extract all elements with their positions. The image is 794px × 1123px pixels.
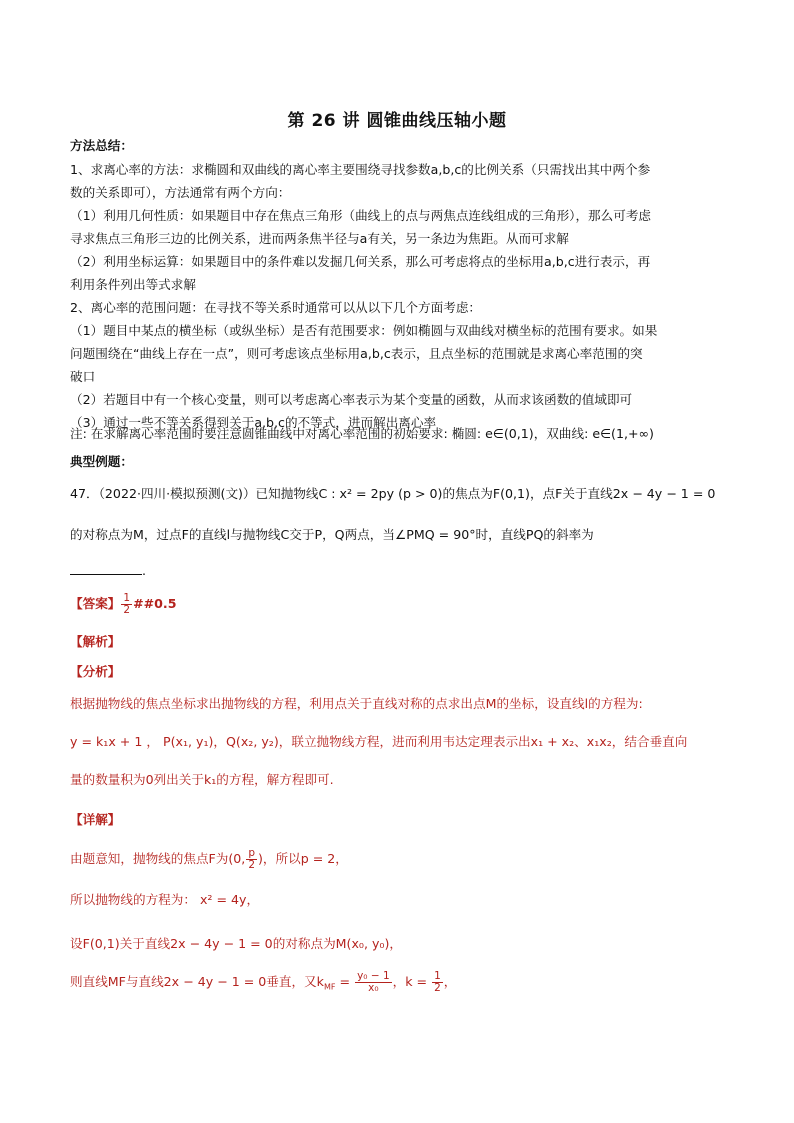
method-line: 寻求焦点三角形三边的比例关系，进而两条焦半径与a有关，另一条边为焦距。从而可求解	[70, 231, 569, 246]
method-line: 数的关系即可），方法通常有两个方向：	[70, 185, 291, 200]
method-line: （1）利用几何性质：如果题目中存在焦点三角形（曲线上的点与两焦点连线组成的三角形），那么可考虑	[70, 208, 652, 223]
method-line: （3）通过一些不等关系得到关于a,b,c的不等式，进而解出离心率	[70, 415, 437, 430]
fenxi-line-2: y = k₁x + 1 ， P(x₁, y₁)，Q(x₂, y₂)，联立抛物线方程，进而利用韦达定理表示出x₁ + x₂、x₁x₂，结合垂直向	[70, 734, 688, 749]
answer-fraction: $\frac{1}{2}$	[123, 592, 131, 616]
detail-label: 【详解】	[70, 812, 121, 827]
method-line: 2、离心率的范围问题：在寻找不等关系时通常可以从以下几个方面考虑：	[70, 300, 482, 315]
problem-line-2: 的对称点为M，过点F的直线l与抛物线C交于P，Q两点，当∠PMQ = 90°时，直线PQ的斜率为	[70, 527, 594, 542]
method-line: （2）若题目中有一个核心变量，则可以考虑离心率表示为某个变量的函数，从而求该函数的值域即可	[70, 392, 633, 407]
method-heading: 方法总结：	[70, 138, 133, 153]
method-line: （1）题目中某点的横坐标（或纵坐标）是否有范围要求：例如椭圆与双曲线对横坐标的范围有要求。如果	[70, 323, 658, 338]
examples-heading: 典型例题：	[70, 454, 133, 469]
problem-line-3: .	[70, 561, 730, 580]
fenxi-line-3: 量的数量积为0列出关于k₁的方程，解方程即可.	[70, 772, 334, 787]
method-line: 利用条件列出等式求解	[70, 277, 196, 292]
detail-line-4: 则直线MF与直线2x − 4y − 1 = 0垂直，又$k_{MF}$ = $\frac{\text{y₀ − 1}}{\text{x₀}}$ ，k = $\frac{1}{2}$ ，	[70, 970, 457, 994]
analysis-label: 【解析】	[70, 634, 121, 649]
answer-blank	[70, 562, 142, 575]
fenxi-label: 【分析】	[70, 664, 121, 679]
detail-line-1: 由题意知，抛物线的焦点F为(0, $\frac{p}{2}$ )，所以p = 2，	[70, 847, 348, 871]
detail-line-3: 设F(0,1)关于直线2x − 4y − 1 = 0的对称点为M(x₀, y₀)，	[70, 936, 402, 951]
fenxi-line-1: 根据抛物线的焦点坐标求出抛物线的方程，利用点关于直线对称的点求出点M的坐标，设直线l的方程为:	[70, 696, 643, 711]
method-line: 问题围绕在“曲线上存在一点”，则可考虑该点坐标用a,b,c表示，且点坐标的范围就是求离心率范围的突	[70, 346, 643, 361]
answer-line	[70, 592, 730, 616]
method-line: （2）利用坐标运算：如果题目中的条件难以发掘几何关系，那么可考虑将点的坐标用a,b,c进行表示，再	[70, 254, 651, 269]
detail-line-2: 所以抛物线的方程为： x² = 4y，	[70, 892, 260, 907]
page-title: 第 26 讲 圆锥曲线压轴小题	[287, 111, 507, 131]
note-line: 注: 在求解离心率范围时要注意圆锥曲线中对离心率范围的初始要求: 椭圆: e∈(0,1)，双曲线: e∈(1,+∞)	[70, 426, 654, 441]
method-line: 1、求离心率的方法：求椭圆和双曲线的离心率主要围绕寻找参数a,b,c的比例关系（只需找出其中两个参	[70, 162, 651, 177]
answer-label: 【答案】	[70, 596, 121, 611]
answer-alt: ##0.5	[133, 596, 177, 611]
problem-line-1: 47．（2022·四川·模拟预测(文)）已知抛物线C : x² = 2py (p > 0)的焦点为F(0,1)，点F关于直线2x − 4y − 1 = 0	[70, 486, 716, 501]
method-line: 破口	[70, 369, 96, 384]
